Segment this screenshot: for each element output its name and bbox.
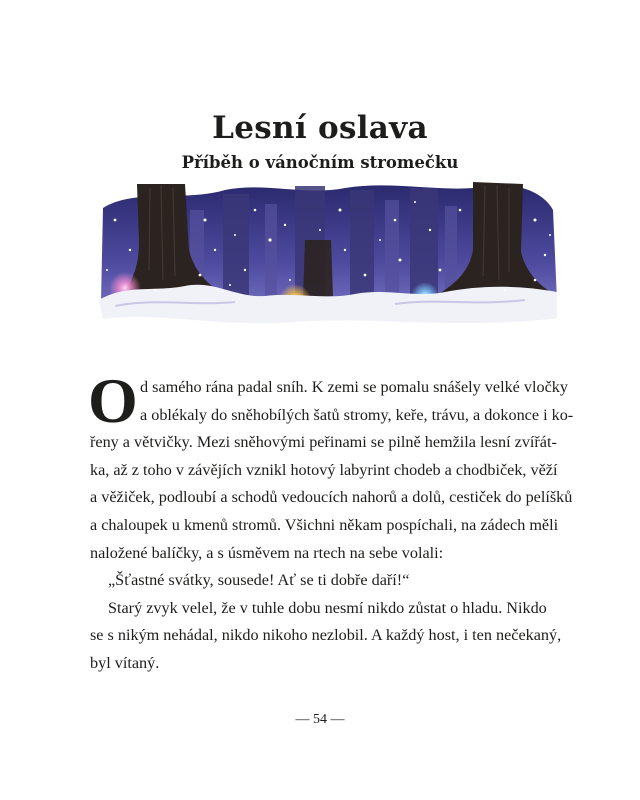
story-line: byl vítaný.	[90, 653, 160, 672]
story-line: naložené balíčky, a s úsměvem na rtech na sebe volali:	[90, 543, 444, 562]
opening-paragraph	[88, 365, 574, 567]
drop-cap: O	[88, 365, 138, 436]
story-line: a oblékaly do sněhobílých šatů stromy, keře, trávu, a dokonce i ko-	[140, 405, 574, 424]
story-line: a chaloupek u kmenů stromů. Všichni někam pospíchali, na zádech měli	[90, 515, 559, 534]
story-line: a věžiček, podloubí a schodů vedoucích nahorů a dolů, cestiček do pelíšků	[90, 488, 573, 507]
story-line: Starý zvyk velel, že v tuhle dobu nesmí nikdo zůstat o hladu. Nikdo	[108, 598, 547, 617]
page-number: — 54 —	[295, 712, 345, 727]
story-line: se s nikým nehádal, nikdo nikoho nezlobil. A každý host, i ten nečekaný,	[90, 626, 562, 645]
page-title: Lesní oslava	[212, 110, 428, 146]
story-line: ka, až z toho v závějích vznikl hotový labyrint chodeb a chodbiček, věží	[90, 460, 558, 479]
dialogue-line: „Šťastné svátky, sousede! Ať se ti dobře daří!“	[108, 571, 410, 590]
page-subtitle: Příběh o vánočním stromečku	[181, 153, 459, 172]
story-line: řeny a větvičky. Mezi sněhovými peřinami se pilně hemžila lesní zvířát-	[90, 433, 557, 452]
story-text	[88, 365, 574, 678]
snowy-forest-illustration	[95, 180, 560, 348]
story-line: d samého rána padal sníh. K zemi se pomalu snášely velké vločky	[140, 378, 568, 396]
